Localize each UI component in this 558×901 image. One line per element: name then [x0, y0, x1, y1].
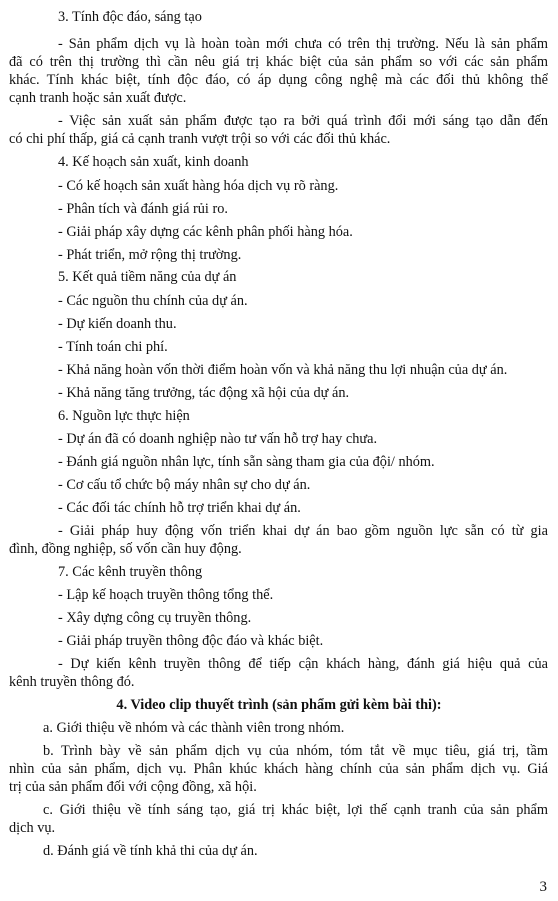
heading-uniqueness: 3. Tính độc đáo, sáng tạo — [58, 9, 202, 25]
paragraph-line: dịch vụ. — [9, 820, 56, 836]
paragraph-line: a. Giới thiệu về nhóm và các thành viên trong nhóm. — [43, 720, 345, 736]
paragraph-line: nhìn của sản phẩm, dịch vụ. Phân khúc khách hàng chính của sản phẩm dịch vụ. Giá — [9, 761, 548, 777]
list-item: - Dự án đã có doanh nghiệp nào tư vấn hỗ trợ hay chưa. — [58, 431, 378, 447]
list-item: - Giải pháp truyền thông độc đáo và khác biệt. — [58, 633, 324, 649]
list-item: - Dự kiến kênh truyền thông để tiếp cận khách hàng, đánh giá hiệu quả của — [58, 656, 548, 672]
list-item: - Lập kế hoạch truyền thông tổng thể. — [58, 587, 274, 603]
list-item: - Phát triển, mở rộng thị trường. — [58, 247, 242, 263]
list-item: - Có kế hoạch sản xuất hàng hóa dịch vụ rõ ràng. — [58, 178, 339, 194]
paragraph-line: có chi phí thấp, giá cả cạnh tranh vượt trội so với các đối thủ khác. — [9, 131, 391, 147]
list-item: - Dự kiến doanh thu. — [58, 316, 177, 332]
paragraph-line: cạnh tranh hoặc sản xuất được. — [9, 90, 187, 106]
list-item: - Đánh giá nguồn nhân lực, tính sẵn sàng tham gia của đội/ nhóm. — [58, 454, 435, 470]
heading-resources: 6. Nguồn lực thực hiện — [58, 408, 190, 424]
paragraph-line: đình, đồng nghiệp, số vốn cần huy động. — [9, 541, 242, 557]
list-item: - Xây dựng công cụ truyền thông. — [58, 610, 252, 626]
paragraph-line: b. Trình bày về sản phẩm dịch vụ của nhóm, tóm tắt về mục tiêu, giá trị, tầm — [43, 743, 548, 759]
heading-production-plan: 4. Kế hoạch sản xuất, kinh doanh — [58, 154, 249, 170]
paragraph-line: trị của sản phẩm đối với cộng đồng, xã hội. — [9, 779, 257, 795]
paragraph-line: d. Đánh giá về tính khả thi của dự án. — [43, 843, 258, 859]
paragraph-line: khác. Tính khác biệt, tính độc đáo, có áp dụng công nghệ mà các đối thủ không thể — [9, 72, 548, 88]
paragraph-line: - Sản phẩm dịch vụ là hoàn toàn mới chưa có trên thị trường. Nếu là sản phẩm — [58, 36, 548, 52]
list-item: - Giải pháp xây dựng các kênh phân phối hàng hóa. — [58, 224, 353, 240]
paragraph-line: đã có trên thị trường thì cần nêu giá trị khác biệt của sản phẩm so với các sản phẩm — [9, 54, 548, 70]
paragraph-line: c. Giới thiệu về tính sáng tạo, giá trị khác biệt, lợi thế cạnh tranh của sản phẩm — [43, 802, 548, 818]
heading-media-channels: 7. Các kênh truyền thông — [58, 564, 203, 580]
heading-potential-results: 5. Kết quả tiềm năng của dự án — [58, 269, 237, 285]
paragraph-line: kênh truyền thông đó. — [9, 674, 135, 690]
paragraph-line: - Giải pháp huy động vốn triển khai dự án bao gồm nguồn lực sẵn có từ gia — [58, 523, 548, 539]
list-item: - Phân tích và đánh giá rủi ro. — [58, 201, 228, 217]
paragraph-line: - Việc sản xuất sản phẩm được tạo ra bởi quá trình đổi mới sáng tạo dẫn đến — [58, 113, 548, 129]
list-item: - Tính toán chi phí. — [58, 339, 168, 355]
page-number: 3 — [539, 879, 547, 895]
list-item: - Cơ cấu tổ chức bộ máy nhân sự cho dự án. — [58, 477, 311, 493]
list-item: - Các nguồn thu chính của dự án. — [58, 293, 248, 309]
heading-video-clip: 4. Video clip thuyết trình (sản phẩm gửi kèm bài thi): — [116, 697, 442, 713]
list-item: - Khả năng hoàn vốn thời điểm hoàn vốn và khả năng thu lợi nhuận của dự án. — [58, 362, 508, 378]
list-item: - Khả năng tăng trưởng, tác động xã hội của dự án. — [58, 385, 350, 401]
list-item: - Các đối tác chính hỗ trợ triển khai dự án. — [58, 500, 301, 516]
